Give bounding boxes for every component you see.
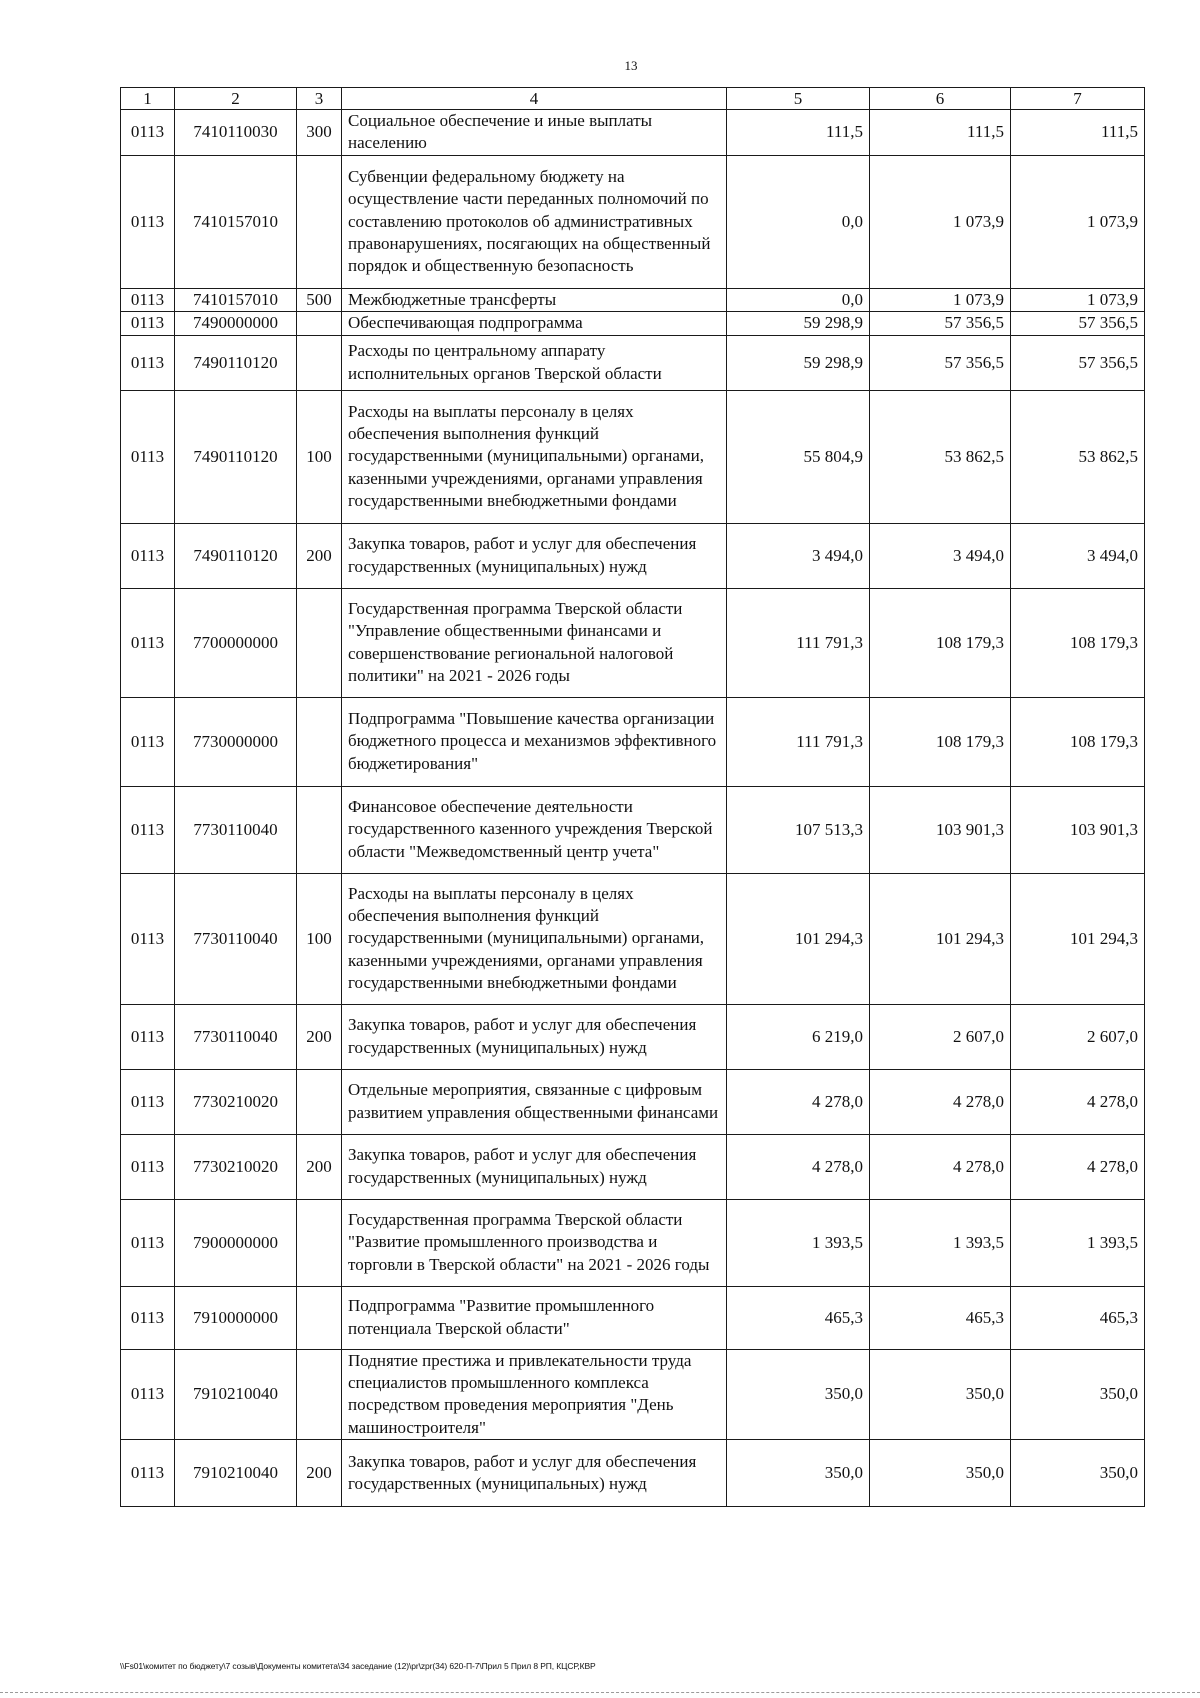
amount-col7-cell: 1 073,9: [1011, 288, 1145, 311]
item-name-cell: Расходы на выплаты персоналу в целях обеспечения выполнения функций государственными (муниципальными) органами, казенными учреждениями, органами управления государственными внебюджетными фондами: [342, 873, 727, 1004]
item-name-cell: Государственная программа Тверской области "Управление общественными финансами и совершенствование региональной налоговой политики" на 2021 - 2026 годы: [342, 588, 727, 697]
amount-col7-cell: 1 073,9: [1011, 155, 1145, 288]
section-code-cell: 0113: [121, 1069, 175, 1134]
amount-col6-cell: 108 179,3: [870, 588, 1011, 697]
table-row: [121, 1286, 1145, 1349]
item-name-cell: Финансовое обеспечение деятельности государственного казенного учреждения Тверской области "Межведомственный центр учета": [342, 786, 727, 873]
scan-edge-line: [0, 1692, 1200, 1693]
table-row: [121, 110, 1145, 156]
item-name-cell: Отдельные мероприятия, связанные с цифровым развитием управления общественными финансами: [342, 1069, 727, 1134]
item-name-cell: Межбюджетные трансферты: [342, 288, 727, 311]
amount-col6-cell: 4 278,0: [870, 1134, 1011, 1199]
table-row: [121, 873, 1145, 1004]
target-article-cell: 7410110030: [175, 110, 297, 156]
table-row: [121, 312, 1145, 335]
amount-col5-cell: 4 278,0: [727, 1134, 870, 1199]
expense-kind-cell: [297, 697, 342, 786]
expense-kind-cell: 200: [297, 1440, 342, 1507]
amount-col5-cell: 111,5: [727, 110, 870, 156]
table-row: [121, 697, 1145, 786]
amount-col5-cell: 0,0: [727, 155, 870, 288]
amount-col7-cell: 350,0: [1011, 1349, 1145, 1440]
amount-col7-cell: 108 179,3: [1011, 697, 1145, 786]
item-name-cell: Поднятие престижа и привлекательности труда специалистов промышленного комплекса посредством проведения мероприятия "День машиностроителя": [342, 1349, 727, 1440]
amount-col6-cell: 465,3: [870, 1286, 1011, 1349]
table-row: [121, 390, 1145, 523]
amount-col5-cell: 59 298,9: [727, 312, 870, 335]
item-name-cell: Расходы на выплаты персоналу в целях обеспечения выполнения функций государственными (муниципальными) органами, казенными учреждениями, органами управления государственными внебюджетными фондами: [342, 390, 727, 523]
expense-kind-cell: [297, 1069, 342, 1134]
section-code-cell: 0113: [121, 588, 175, 697]
section-code-cell: 0113: [121, 155, 175, 288]
item-name-cell: Закупка товаров, работ и услуг для обеспечения государственных (муниципальных) нужд: [342, 523, 727, 588]
amount-col6-cell: 108 179,3: [870, 697, 1011, 786]
amount-col5-cell: 350,0: [727, 1349, 870, 1440]
item-name-cell: Закупка товаров, работ и услуг для обеспечения государственных (муниципальных) нужд: [342, 1004, 727, 1069]
amount-col6-cell: 111,5: [870, 110, 1011, 156]
amount-col6-cell: 4 278,0: [870, 1069, 1011, 1134]
section-code-cell: 0113: [121, 873, 175, 1004]
table-row: [121, 1199, 1145, 1286]
target-article-cell: 7730210020: [175, 1134, 297, 1199]
target-article-cell: 7490110120: [175, 390, 297, 523]
target-article-cell: 7910210040: [175, 1440, 297, 1507]
amount-col7-cell: 350,0: [1011, 1440, 1145, 1507]
table-row: [121, 335, 1145, 390]
target-article-cell: 7730210020: [175, 1069, 297, 1134]
expense-kind-cell: [297, 1199, 342, 1286]
target-article-cell: 7490110120: [175, 335, 297, 390]
header-row: [121, 88, 1145, 110]
amount-col7-cell: 111,5: [1011, 110, 1145, 156]
item-name-cell: Обеспечивающая подпрограмма: [342, 312, 727, 335]
section-code-cell: 0113: [121, 697, 175, 786]
target-article-cell: 7730110040: [175, 873, 297, 1004]
amount-col7-cell: 465,3: [1011, 1286, 1145, 1349]
target-article-cell: 7490110120: [175, 523, 297, 588]
amount-col7-cell: 4 278,0: [1011, 1134, 1145, 1199]
footer-file-path: \\Fs01\комитет по бюджету\7 созыв\Документы комитета\34 заседание (12)\pr\zpr(34) 620-П-7\Прил 5 Прил 8 РП, КЦСР,КВР: [120, 1661, 596, 1671]
amount-col7-cell: 103 901,3: [1011, 786, 1145, 873]
budget-table: [120, 87, 1145, 1507]
amount-col6-cell: 1 073,9: [870, 288, 1011, 311]
target-article-cell: 7410157010: [175, 155, 297, 288]
column-header: 7: [1011, 88, 1145, 110]
amount-col6-cell: 101 294,3: [870, 873, 1011, 1004]
item-name-cell: Субвенции федеральному бюджету на осуществление части переданных полномочий по составлению протоколов об административных правонарушениях, посягающих на общественный порядок и общественную безопасность: [342, 155, 727, 288]
amount-col5-cell: 111 791,3: [727, 588, 870, 697]
table-body: [121, 110, 1145, 1507]
column-header: 1: [121, 88, 175, 110]
section-code-cell: 0113: [121, 1004, 175, 1069]
amount-col6-cell: 103 901,3: [870, 786, 1011, 873]
table-row: [121, 1134, 1145, 1199]
target-article-cell: 7730110040: [175, 1004, 297, 1069]
amount-col7-cell: 1 393,5: [1011, 1199, 1145, 1286]
target-article-cell: 7730000000: [175, 697, 297, 786]
section-code-cell: 0113: [121, 335, 175, 390]
amount-col6-cell: 1 073,9: [870, 155, 1011, 288]
table-row: [121, 1349, 1145, 1440]
target-article-cell: 7910210040: [175, 1349, 297, 1440]
expense-kind-cell: 300: [297, 110, 342, 156]
amount-col6-cell: 2 607,0: [870, 1004, 1011, 1069]
item-name-cell: Закупка товаров, работ и услуг для обеспечения государственных (муниципальных) нужд: [342, 1134, 727, 1199]
amount-col5-cell: 465,3: [727, 1286, 870, 1349]
table-row: [121, 1069, 1145, 1134]
amount-col7-cell: 101 294,3: [1011, 873, 1145, 1004]
amount-col7-cell: 57 356,5: [1011, 335, 1145, 390]
expense-kind-cell: 500: [297, 288, 342, 311]
amount-col6-cell: 1 393,5: [870, 1199, 1011, 1286]
expense-kind-cell: [297, 588, 342, 697]
table-row: [121, 1440, 1145, 1507]
amount-col5-cell: 101 294,3: [727, 873, 870, 1004]
table-row: [121, 288, 1145, 311]
item-name-cell: Подпрограмма "Развитие промышленного потенциала Тверской области": [342, 1286, 727, 1349]
amount-col5-cell: 6 219,0: [727, 1004, 870, 1069]
section-code-cell: 0113: [121, 786, 175, 873]
amount-col6-cell: 53 862,5: [870, 390, 1011, 523]
expense-kind-cell: [297, 335, 342, 390]
amount-col5-cell: 4 278,0: [727, 1069, 870, 1134]
target-article-cell: 7910000000: [175, 1286, 297, 1349]
amount-col6-cell: 57 356,5: [870, 335, 1011, 390]
target-article-cell: 7900000000: [175, 1199, 297, 1286]
table-row: [121, 1004, 1145, 1069]
item-name-cell: Закупка товаров, работ и услуг для обеспечения государственных (муниципальных) нужд: [342, 1440, 727, 1507]
amount-col7-cell: 2 607,0: [1011, 1004, 1145, 1069]
section-code-cell: 0113: [121, 1199, 175, 1286]
amount-col5-cell: 350,0: [727, 1440, 870, 1507]
expense-kind-cell: [297, 312, 342, 335]
amount-col6-cell: 57 356,5: [870, 312, 1011, 335]
section-code-cell: 0113: [121, 1286, 175, 1349]
amount-col5-cell: 1 393,5: [727, 1199, 870, 1286]
item-name-cell: Государственная программа Тверской области "Развитие промышленного производства и торговли в Тверской области" на 2021 - 2026 годы: [342, 1199, 727, 1286]
amount-col6-cell: 350,0: [870, 1349, 1011, 1440]
expense-kind-cell: 100: [297, 390, 342, 523]
section-code-cell: 0113: [121, 1134, 175, 1199]
target-article-cell: 7410157010: [175, 288, 297, 311]
target-article-cell: 7490000000: [175, 312, 297, 335]
section-code-cell: 0113: [121, 288, 175, 311]
expense-kind-cell: [297, 155, 342, 288]
column-header: 2: [175, 88, 297, 110]
section-code-cell: 0113: [121, 390, 175, 523]
table-row: [121, 155, 1145, 288]
expense-kind-cell: [297, 786, 342, 873]
item-name-cell: Подпрограмма "Повышение качества организации бюджетного процесса и механизмов эффективного бюджетирования": [342, 697, 727, 786]
section-code-cell: 0113: [121, 523, 175, 588]
amount-col5-cell: 107 513,3: [727, 786, 870, 873]
amount-col7-cell: 53 862,5: [1011, 390, 1145, 523]
expense-kind-cell: 200: [297, 1004, 342, 1069]
table-row: [121, 588, 1145, 697]
amount-col5-cell: 3 494,0: [727, 523, 870, 588]
target-article-cell: 7700000000: [175, 588, 297, 697]
amount-col7-cell: 108 179,3: [1011, 588, 1145, 697]
page-number: 13: [624, 58, 638, 73]
amount-col6-cell: 350,0: [870, 1440, 1011, 1507]
section-code-cell: 0113: [121, 1349, 175, 1440]
column-header: 4: [342, 88, 727, 110]
column-header: 3: [297, 88, 342, 110]
expense-kind-cell: 200: [297, 1134, 342, 1199]
amount-col6-cell: 3 494,0: [870, 523, 1011, 588]
amount-col5-cell: 59 298,9: [727, 335, 870, 390]
amount-col5-cell: 55 804,9: [727, 390, 870, 523]
section-code-cell: 0113: [121, 110, 175, 156]
expense-kind-cell: 200: [297, 523, 342, 588]
table-row: [121, 523, 1145, 588]
expense-kind-cell: [297, 1286, 342, 1349]
column-header: 6: [870, 88, 1011, 110]
amount-col7-cell: 3 494,0: [1011, 523, 1145, 588]
item-name-cell: Расходы по центральному аппарату исполнительных органов Тверской области: [342, 335, 727, 390]
column-header: 5: [727, 88, 870, 110]
expense-kind-cell: [297, 1349, 342, 1440]
item-name-cell: Социальное обеспечение и иные выплаты населению: [342, 110, 727, 156]
amount-col7-cell: 4 278,0: [1011, 1069, 1145, 1134]
section-code-cell: 0113: [121, 1440, 175, 1507]
amount-col5-cell: 0,0: [727, 288, 870, 311]
amount-col7-cell: 57 356,5: [1011, 312, 1145, 335]
amount-col5-cell: 111 791,3: [727, 697, 870, 786]
expense-kind-cell: 100: [297, 873, 342, 1004]
table-row: [121, 786, 1145, 873]
target-article-cell: 7730110040: [175, 786, 297, 873]
section-code-cell: 0113: [121, 312, 175, 335]
